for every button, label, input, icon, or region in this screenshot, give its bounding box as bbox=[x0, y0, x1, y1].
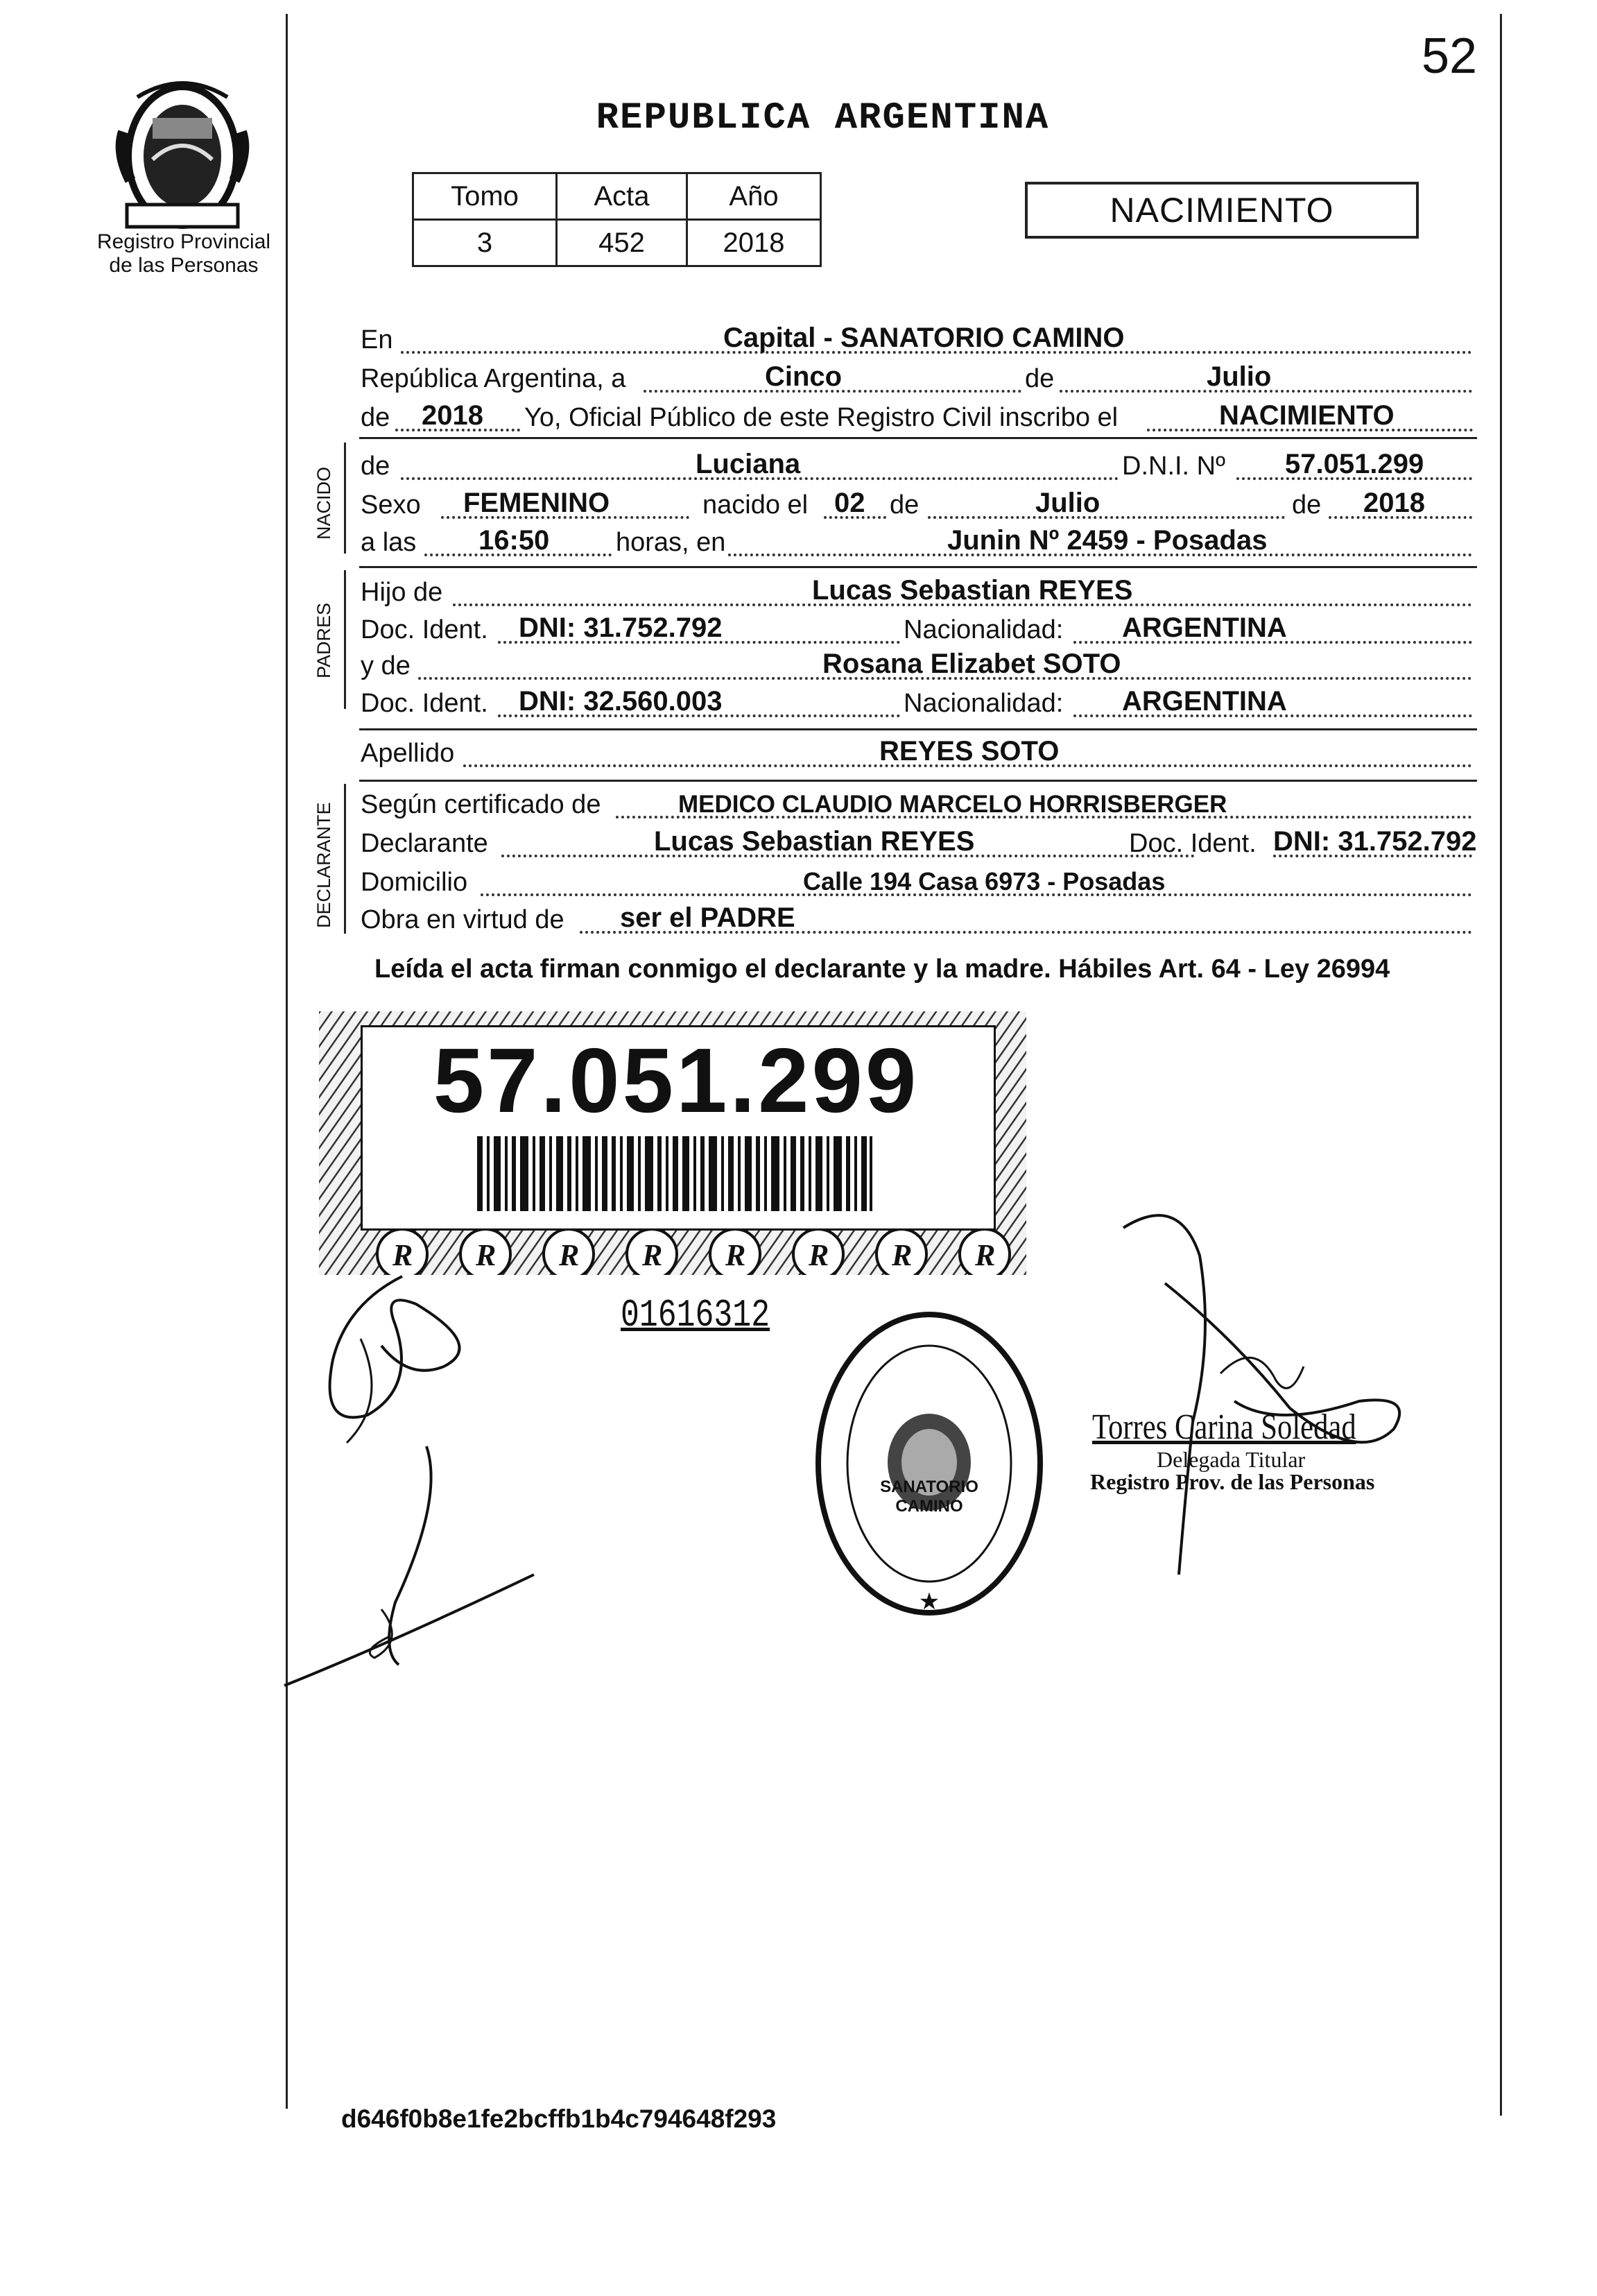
official-office: Registro Prov. de las Personas bbox=[1090, 1469, 1375, 1494]
birth-day-value: 02 bbox=[834, 488, 865, 518]
svg-text:R: R bbox=[392, 1238, 413, 1272]
svg-text:R: R bbox=[725, 1238, 746, 1272]
declarante-doc-value: DNI: 31.752.792 bbox=[1273, 826, 1477, 857]
right-margin-line bbox=[1500, 14, 1502, 2116]
declarante-label: Declarante bbox=[361, 829, 488, 858]
birth-de-label: de bbox=[890, 490, 920, 520]
alas-label: a las bbox=[361, 528, 417, 557]
hijo-de-label: Hijo de bbox=[361, 578, 443, 607]
svg-text:★: ★ bbox=[918, 1588, 940, 1615]
row-mother bbox=[359, 646, 1476, 685]
dni-label: D.N.I. Nº bbox=[1122, 452, 1225, 481]
row-obra bbox=[359, 900, 1476, 939]
sexo-label: Sexo bbox=[361, 490, 421, 520]
father-nac-label: Nacionalidad: bbox=[904, 615, 1064, 644]
declarante-value: Lucas Sebastian REYES bbox=[654, 826, 975, 857]
day-value: Cinco bbox=[765, 361, 843, 392]
nacido-de-label: de bbox=[361, 452, 390, 481]
row-en bbox=[359, 320, 1476, 359]
father-doc-value: DNI: 31.752.792 bbox=[519, 612, 723, 643]
left-margin-line bbox=[286, 14, 288, 2109]
de-label: de bbox=[1025, 364, 1055, 393]
row-sexo bbox=[359, 486, 1476, 524]
country-title: REPUBLICA ARGENTINA bbox=[596, 97, 1050, 139]
obra-label: Obra en virtud de bbox=[361, 905, 564, 934]
official-name: Torres Carina Soledad bbox=[1092, 1407, 1356, 1447]
row-oficial bbox=[359, 398, 1476, 437]
row-republica bbox=[359, 359, 1476, 398]
year-value: 2018 bbox=[422, 400, 483, 431]
row-mother-doc bbox=[359, 684, 1476, 723]
certificado-value: MEDICO CLAUDIO MARCELO HORRISBERGER bbox=[678, 791, 1227, 818]
svg-text:R: R bbox=[809, 1238, 829, 1272]
row-nacido-name bbox=[359, 447, 1476, 486]
declarante-doc-label: Doc. Ident. bbox=[1129, 829, 1257, 858]
ano-header: Año bbox=[687, 173, 821, 220]
svg-text:R: R bbox=[559, 1238, 580, 1272]
svg-text:R: R bbox=[642, 1238, 663, 1272]
row-apellido bbox=[359, 734, 1476, 773]
seal-inner-text: SANATORIO CAMINO bbox=[880, 1477, 978, 1516]
acta-value: 452 bbox=[557, 220, 687, 266]
domicilio-label: Domicilio bbox=[361, 868, 468, 897]
birth-de-label-2: de bbox=[1292, 490, 1322, 520]
page-number: 52 bbox=[1422, 28, 1478, 84]
row-declarante bbox=[359, 824, 1476, 863]
nacido-section-label: NACIDO bbox=[313, 466, 334, 540]
serial-number: 01616312 bbox=[621, 1293, 770, 1337]
birth-year-value: 2018 bbox=[1363, 488, 1425, 518]
dni-sticker-number: 57.051.299 bbox=[433, 1029, 920, 1131]
obra-value: ser el PADRE bbox=[620, 902, 795, 933]
svg-text:R: R bbox=[476, 1238, 497, 1272]
act-value: NACIMIENTO bbox=[1219, 400, 1395, 431]
row-father-doc bbox=[359, 610, 1476, 649]
svg-text:R: R bbox=[975, 1238, 996, 1272]
child-name-value: Luciana bbox=[696, 449, 801, 479]
acta-header: Acta bbox=[557, 173, 687, 220]
signature-official-icon bbox=[1096, 1200, 1435, 1588]
declarante-section-label: DECLARANTE bbox=[313, 802, 334, 928]
document-hash: d646f0b8e1fe2bcffb1b4c794648f293 bbox=[341, 2105, 777, 2133]
mother-doc-value: DNI: 32.560.003 bbox=[519, 686, 723, 717]
registry-label: Registro Provincial de las Personas bbox=[96, 230, 271, 277]
signature-declarante-icon bbox=[305, 1262, 513, 1471]
father-doc-label: Doc. Ident. bbox=[361, 615, 488, 644]
document-type-box: NACIMIENTO bbox=[1025, 182, 1419, 239]
ano-value: 2018 bbox=[687, 220, 821, 266]
en-value: Capital - SANATORIO CAMINO bbox=[723, 323, 1125, 353]
certificado-label: Según certificado de bbox=[361, 790, 601, 819]
birth-month-value: Julio bbox=[1035, 488, 1100, 518]
mother-doc-label: Doc. Ident. bbox=[361, 689, 488, 718]
official-title: Delegada Titular bbox=[1157, 1447, 1306, 1472]
month-value: Julio bbox=[1207, 361, 1272, 392]
mother-nac-label: Nacionalidad: bbox=[904, 689, 1064, 718]
child-dni-value: 57.051.299 bbox=[1285, 449, 1424, 479]
row-domicilio bbox=[359, 863, 1476, 902]
mother-name-value: Rosana Elizabet SOTO bbox=[822, 649, 1121, 679]
y-de-label: y de bbox=[361, 651, 411, 680]
tomo-header: Tomo bbox=[413, 173, 557, 220]
official-seal-icon bbox=[811, 1304, 1047, 1623]
mother-nationality-value: ARGENTINA bbox=[1122, 686, 1287, 717]
oficial-text: Yo, Oficial Público de este Registro Civil inscribo el bbox=[524, 403, 1119, 432]
apellido-label: Apellido bbox=[361, 739, 455, 768]
padres-section-label: PADRES bbox=[313, 602, 334, 678]
row-father bbox=[359, 573, 1476, 612]
svg-text:R: R bbox=[892, 1238, 913, 1272]
tomo-value: 3 bbox=[413, 220, 557, 266]
republica-label: República Argentina, a bbox=[361, 364, 626, 393]
barcode-icon bbox=[477, 1136, 872, 1211]
domicilio-value: Calle 194 Casa 6973 - Posadas bbox=[803, 867, 1166, 896]
row-certificado bbox=[359, 785, 1476, 824]
time-value: 16:50 bbox=[478, 525, 550, 556]
apellido-value: REYES SOTO bbox=[879, 736, 1060, 766]
birth-place-value: Junin Nº 2459 - Posadas bbox=[947, 525, 1268, 556]
row-hora bbox=[359, 523, 1476, 562]
father-name-value: Lucas Sebastian REYES bbox=[812, 575, 1133, 606]
sexo-value: FEMENINO bbox=[463, 488, 610, 518]
record-table bbox=[412, 172, 822, 267]
father-nationality-value: ARGENTINA bbox=[1122, 612, 1287, 643]
horas-label: horas, en bbox=[616, 528, 726, 557]
en-label: En bbox=[361, 325, 393, 354]
nacido-el-label: nacido el bbox=[702, 490, 809, 520]
signature-madre-icon bbox=[277, 1443, 541, 1706]
year-label: de bbox=[361, 403, 390, 432]
closing-text: Leída el acta firman conmigo el declarante y la madre. Hábiles Art. 64 - Ley 26994 bbox=[374, 954, 1390, 984]
